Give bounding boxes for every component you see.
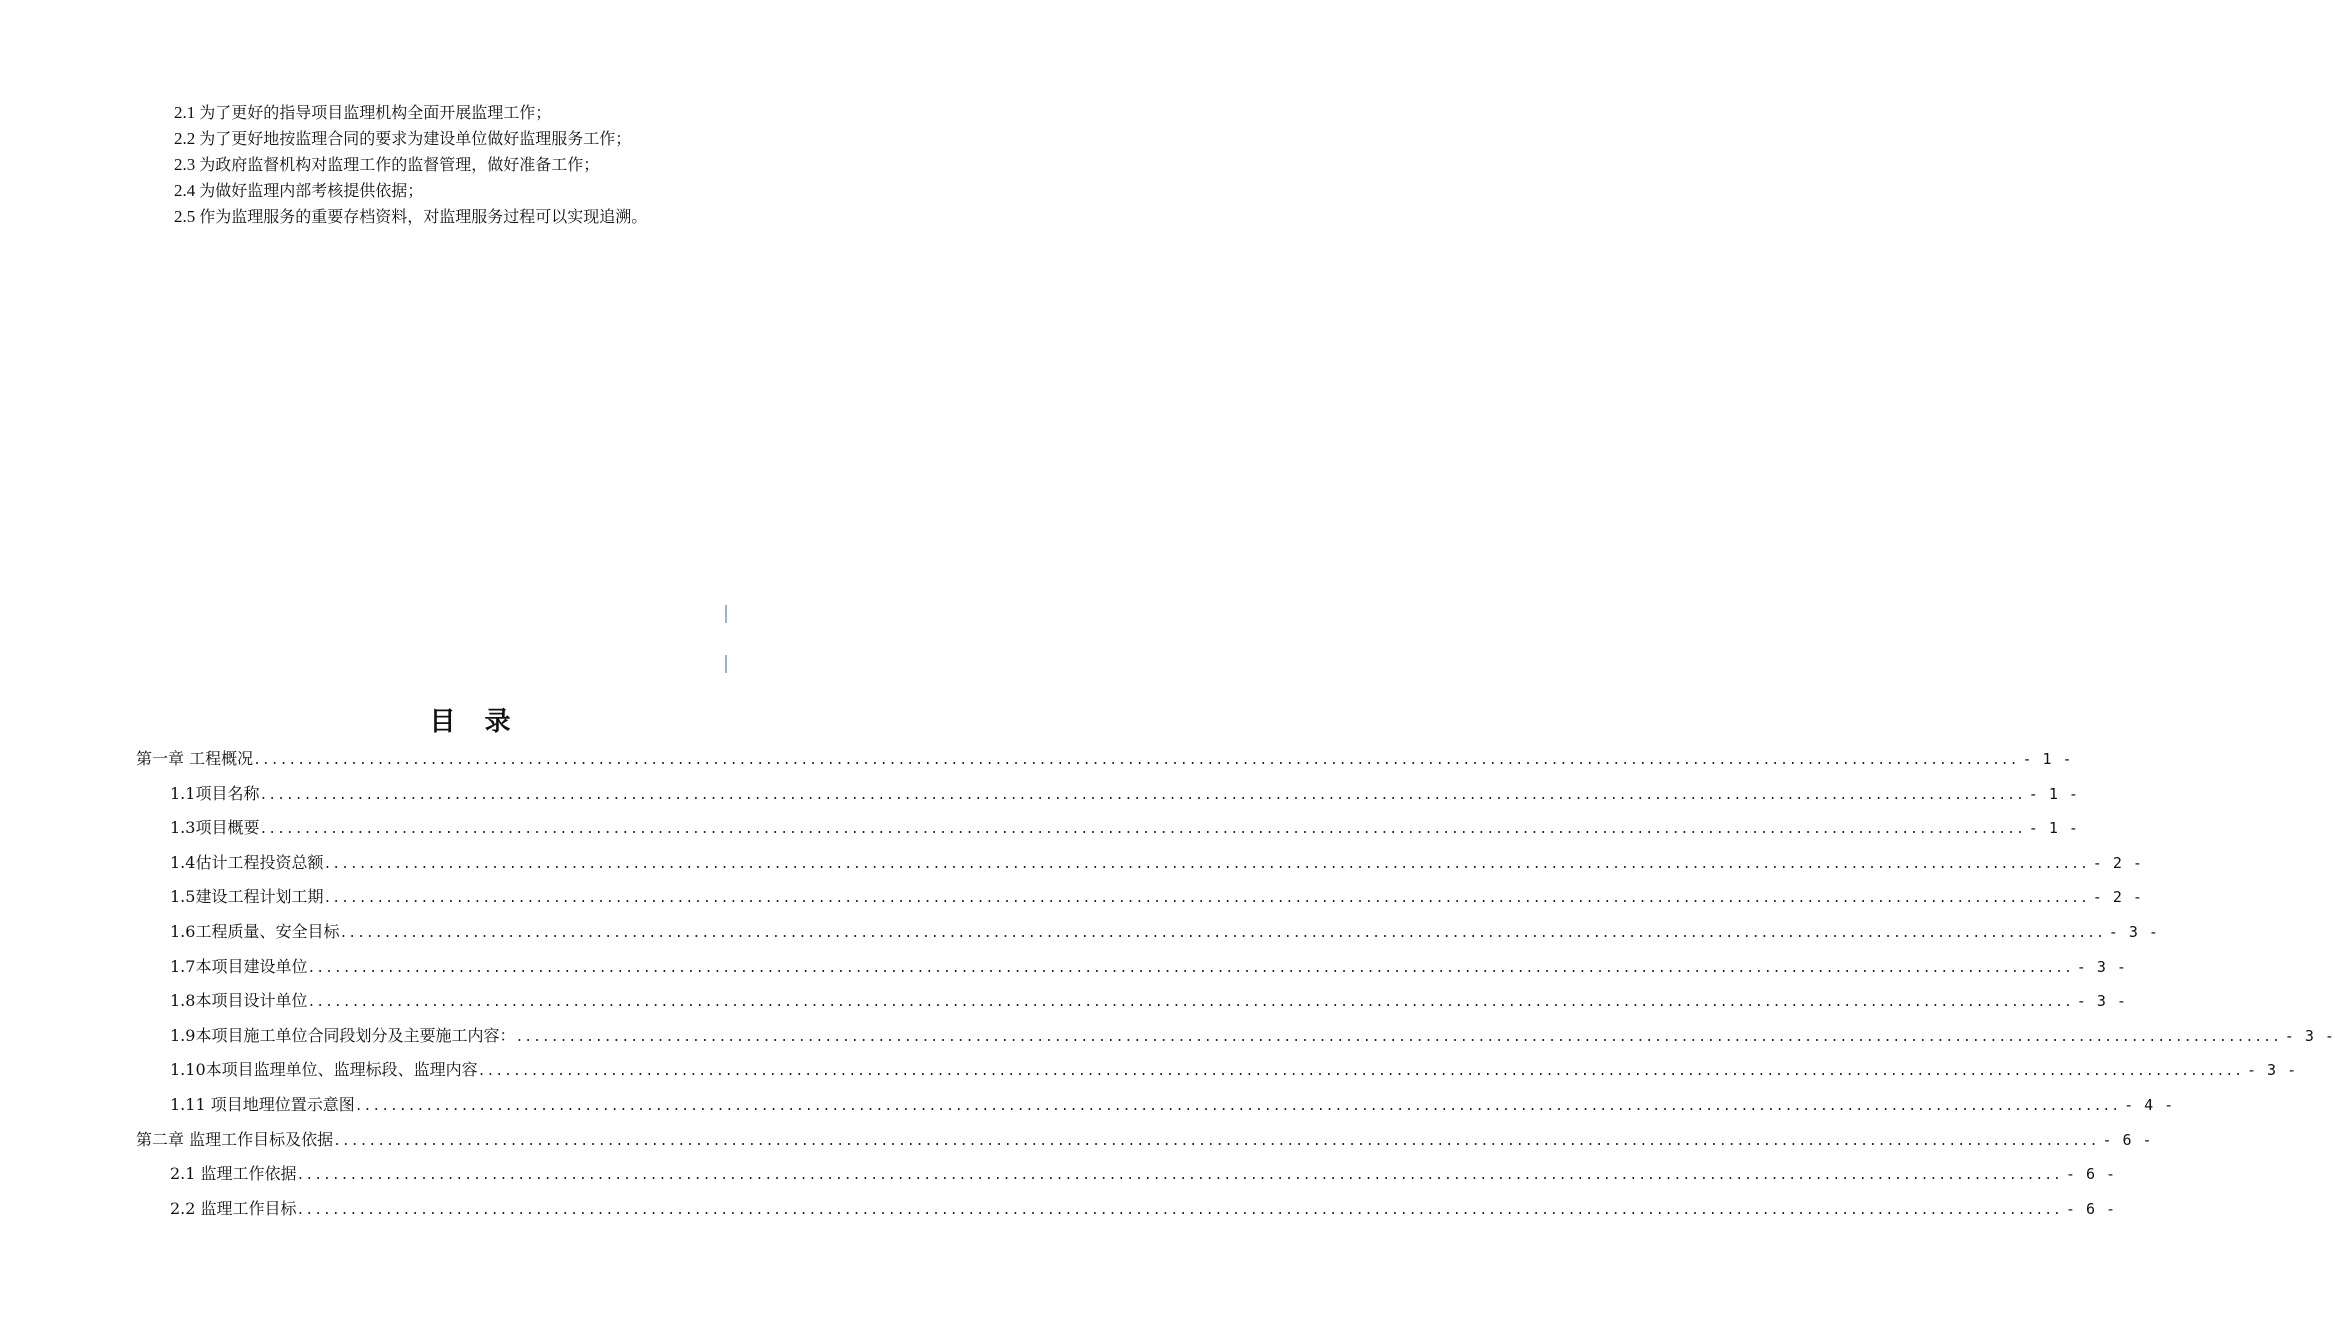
toc-entry-label: 1.5建设工程计划工期 xyxy=(170,887,324,907)
toc-entry-page: - 1 - xyxy=(2022,750,2073,768)
toc-entry-label: 第一章 工程概况 xyxy=(136,749,254,768)
toc-entry[interactable] xyxy=(136,1088,2175,1123)
toc-entry[interactable] xyxy=(136,880,2143,915)
toc-entry-page: - 1 - xyxy=(2028,784,2079,803)
purpose-list xyxy=(174,100,874,230)
purpose-item-number: 2.2 xyxy=(174,129,196,148)
toc-entry-label: 1.1项目名称 xyxy=(170,783,260,803)
toc-entry-page: - 6 - xyxy=(2065,1199,2117,1218)
purpose-item xyxy=(174,204,874,230)
purpose-item-number: 2.5 xyxy=(174,207,196,226)
toc-title: 目 录 xyxy=(429,707,521,737)
toc-leader-dots: ........................................................................................................................................................................................................ xyxy=(515,1029,2281,1045)
toc-entry-label: 2.2 监理工作目标 xyxy=(170,1198,297,1218)
toc-entry[interactable] xyxy=(136,915,2159,950)
toc-entry-label: 1.3项目概要 xyxy=(170,818,260,838)
toc-leader-dots: ........................................................................................................................................................................................................ xyxy=(307,995,2073,1011)
toc-entry[interactable] xyxy=(136,811,2079,846)
toc-entry-label: 1.7本项目建设单位 xyxy=(170,956,308,976)
toc-leader-dots: ........................................................................................................................................................................................................ xyxy=(253,753,2019,768)
toc-entry-label: 2.1 监理工作依据 xyxy=(170,1164,297,1184)
toc-entry[interactable] xyxy=(136,742,2073,777)
toc-leader-dots: ........................................................................................................................................................................................................ xyxy=(296,1168,2062,1184)
toc-leader-dots: ........................................................................................................................................................................................................ xyxy=(296,1202,2062,1218)
purpose-item-text: 为了更好的指导项目监理机构全面开展监理工作； xyxy=(199,103,552,122)
toc-leader-dots: ........................................................................................................................................................................................................ xyxy=(477,1064,2243,1080)
toc-entry[interactable] xyxy=(136,984,2127,1019)
purpose-item xyxy=(174,100,874,126)
toc-entry-page: - 3 - xyxy=(2076,957,2127,976)
toc-entry-page: - 3 - xyxy=(2108,922,2159,941)
purpose-item xyxy=(174,152,874,178)
purpose-item-text: 作为监理服务的重要存档资料，对监理服务过程可以实现追溯。 xyxy=(199,207,648,226)
toc-entry-label: 第二章 监理工作目标及依据 xyxy=(136,1129,334,1149)
text-cursor-marker xyxy=(725,655,727,673)
toc-entry[interactable] xyxy=(136,1192,2117,1227)
toc-leader-dots: ........................................................................................................................................................................................................ xyxy=(333,1133,2099,1149)
toc-leader-dots: ........................................................................................................................................................................................................ xyxy=(339,925,2105,941)
toc-entry[interactable] xyxy=(136,846,2143,881)
table-of-contents xyxy=(136,742,2335,1226)
toc-entry-label: 1.11 项目地理位置示意图 xyxy=(170,1094,355,1114)
toc-entry[interactable] xyxy=(136,1019,2335,1054)
purpose-item-text: 为做好监理内部考核提供依据； xyxy=(199,181,424,200)
toc-leader-dots: ........................................................................................................................................................................................................ xyxy=(259,822,2025,838)
toc-entry[interactable] xyxy=(136,1157,2117,1192)
toc-leader-dots: ........................................................................................................................................................................................................ xyxy=(323,891,2089,907)
toc-entry-page: - 2 - xyxy=(2092,888,2143,907)
purpose-item-text: 为了更好地按监理合同的要求为建设单位做好监理服务工作； xyxy=(199,129,632,148)
toc-entry-page: - 3 - xyxy=(2076,992,2127,1011)
toc-entry[interactable] xyxy=(136,1123,2153,1158)
toc-entry[interactable] xyxy=(136,777,2079,812)
toc-entry-page: - 2 - xyxy=(2092,853,2143,872)
toc-leader-dots: ........................................................................................................................................................................................................ xyxy=(323,856,2089,872)
toc-entry-page: - 1 - xyxy=(2028,819,2079,838)
toc-entry-page: - 3 - xyxy=(2246,1061,2298,1080)
toc-leader-dots: ........................................................................................................................................................................................................ xyxy=(259,787,2025,803)
toc-leader-dots: ........................................................................................................................................................................................................ xyxy=(307,960,2073,976)
purpose-item-number: 2.3 xyxy=(174,155,196,174)
toc-entry-page: - 3 - xyxy=(2284,1026,2335,1045)
purpose-item-number: 2.1 xyxy=(174,103,196,122)
purpose-item-text: 为政府监督机构对监理工作的监督管理，做好准备工作； xyxy=(199,155,600,174)
text-cursor-marker xyxy=(725,605,727,623)
toc-entry-label: 1.6工程质量、安全目标 xyxy=(170,921,340,941)
toc-entry-page: - 4 - xyxy=(2124,1095,2175,1114)
toc-leader-dots: ........................................................................................................................................................................................................ xyxy=(354,1098,2121,1114)
toc-entry-label: 1.9本项目施工单位合同段划分及主要施工内容： xyxy=(170,1025,516,1045)
toc-entry-page: - 6 - xyxy=(2102,1130,2153,1149)
purpose-item xyxy=(174,178,874,204)
toc-entry-label: 1.10本项目监理单位、监理标段、监理内容 xyxy=(170,1060,478,1080)
toc-entry-label: 1.4估计工程投资总额 xyxy=(170,852,324,872)
purpose-item-number: 2.4 xyxy=(174,181,196,200)
toc-entry-label: 1.8本项目设计单位 xyxy=(170,991,308,1011)
toc-entry[interactable] xyxy=(136,1053,2298,1088)
purpose-item xyxy=(174,126,874,152)
toc-entry[interactable] xyxy=(136,950,2127,985)
toc-entry-page: - 6 - xyxy=(2065,1165,2117,1184)
